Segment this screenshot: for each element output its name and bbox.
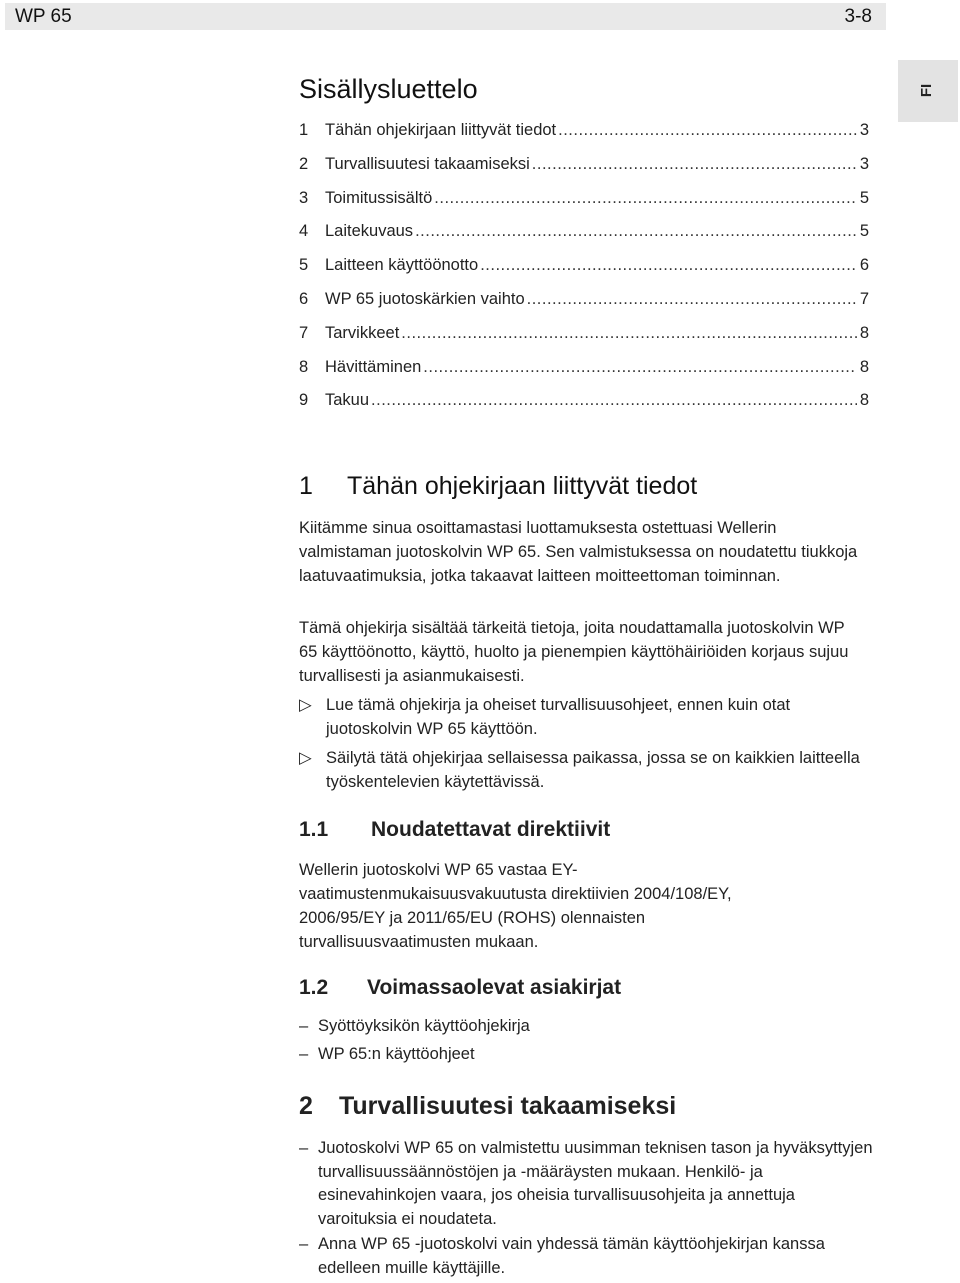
toc-entry[interactable] — [299, 155, 869, 189]
toc-entry-label: Hävittäminen — [325, 357, 422, 376]
instruction-text: Lue tämä ohjekirja ja oheiset turvallisuusohjeet, ennen kuin otat juotoskolvin WP 65 käyttöön. — [326, 696, 791, 738]
safety-list-item — [299, 1137, 874, 1231]
table-of-contents — [299, 121, 869, 425]
header-product-name: WP 65 — [15, 6, 72, 27]
toc-title: Sisällysluettelo — [299, 74, 478, 104]
section-1-paragraph-2: Tämä ohjekirja sisältää tärkeitä tietoja, joita noudattamalla juotoskolvin WP 65 käyttöönotto, käyttö, huolto ja pienempien käyttöhäiriöiden korjaus sujuu turvallisesti ja asianmukaisesti. — [299, 619, 849, 685]
instruction-item — [299, 693, 874, 741]
toc-entry-label: Takuu — [325, 391, 370, 410]
section-1-2-heading — [299, 976, 621, 1000]
section-1-1-heading — [299, 818, 610, 842]
toc-entry-number: 3 — [299, 188, 309, 207]
toc-entry-page: 5 — [859, 222, 869, 241]
section-number: 1 — [299, 472, 313, 500]
toc-entry[interactable] — [299, 121, 869, 155]
section-2-heading — [299, 1092, 676, 1121]
header-page-number: 3-8 — [844, 6, 872, 27]
section-1-1-paragraph: Wellerin juotoskolvi WP 65 vastaa EY-vaatimustenmukaisuusvakuutusta direktiivien 2004/108/EY, 2006/95/EY ja 2011/65/EU (ROHS) olennaisten turvallisuusvaatimusten mukaan. — [299, 861, 732, 951]
section-number: 2 — [299, 1092, 313, 1120]
toc-entry-number: 2 — [299, 154, 309, 173]
toc-entry-page: 8 — [859, 391, 869, 410]
dash-bullet: – — [299, 1045, 309, 1063]
triangle-right-icon: ▷ — [299, 696, 312, 714]
toc-entry-label: WP 65 juotoskärkien vaihto — [325, 289, 525, 308]
toc-entry-page: 7 — [859, 289, 869, 308]
toc-entry-number: 6 — [299, 289, 309, 308]
toc-leader-dots — [371, 391, 857, 410]
language-tab-label: FI — [918, 83, 936, 98]
toc-leader-dots — [527, 290, 857, 309]
toc-entry-number: 5 — [299, 256, 309, 275]
toc-leader-dots — [415, 222, 857, 241]
toc-entry-label: Toimitussisältö — [325, 188, 433, 207]
toc-entry[interactable] — [299, 391, 869, 425]
dash-bullet: – — [299, 1139, 309, 1157]
toc-entry-number: 8 — [299, 357, 309, 376]
page-header — [5, 3, 886, 30]
section-number: 1.2 — [299, 976, 329, 999]
safety-list-item — [299, 1233, 874, 1280]
instruction-item — [299, 746, 874, 794]
toc-entry-label: Laitekuvaus — [325, 222, 414, 241]
list-item-text: WP 65:n käyttöohjeet — [318, 1045, 475, 1063]
toc-leader-dots — [434, 189, 857, 208]
toc-leader-dots — [558, 121, 857, 140]
list-item-text: Syöttöyksikön käyttöohjekirja — [318, 1017, 530, 1035]
toc-entry-page: 3 — [859, 154, 869, 173]
section-title: Turvallisuutesi takaamiseksi — [339, 1092, 677, 1120]
section-title: Tähän ohjekirjaan liittyvät tiedot — [347, 472, 698, 500]
toc-leader-dots — [401, 324, 857, 343]
dash-bullet: – — [299, 1235, 309, 1253]
toc-entry-page: 6 — [859, 256, 869, 275]
instruction-text: Säilytä tätä ohjekirjaa sellaisessa paikassa, jossa se on kaikkien laitteella työskentelevien käytettävissä. — [326, 749, 860, 791]
toc-entry-label: Tarvikkeet — [325, 323, 400, 342]
toc-entry-number: 9 — [299, 391, 309, 410]
section-title: Noudatettavat direktiivit — [371, 818, 611, 841]
toc-entry-page: 8 — [859, 323, 869, 342]
toc-entry[interactable] — [299, 324, 869, 358]
toc-entry-number: 7 — [299, 323, 309, 342]
toc-entry-number: 1 — [299, 121, 309, 139]
toc-entry-page: 8 — [859, 357, 869, 376]
section-title: Voimassaolevat asiakirjat — [367, 976, 622, 999]
toc-entry-label: Tähän ohjekirjaan liittyvät tiedot — [325, 121, 557, 139]
toc-entry-page: 3 — [859, 121, 869, 139]
document-list-item — [299, 1015, 874, 1039]
dash-bullet: – — [299, 1017, 309, 1035]
toc-entry[interactable] — [299, 358, 869, 392]
language-tab — [898, 60, 958, 122]
toc-leader-dots — [423, 358, 857, 377]
toc-entry-label: Turvallisuutesi takaamiseksi — [325, 154, 530, 173]
toc-entry-number: 4 — [299, 222, 309, 241]
toc-entry[interactable] — [299, 290, 869, 324]
toc-entry-label: Laitteen käyttöönotto — [325, 256, 479, 275]
toc-leader-dots — [480, 256, 857, 275]
toc-entry[interactable] — [299, 256, 869, 290]
toc-entry[interactable] — [299, 222, 869, 256]
toc-entry-page: 5 — [859, 188, 869, 207]
section-number: 1.1 — [299, 818, 329, 841]
list-item-text: Anna WP 65 -juotoskolvi vain yhdessä tämän käyttöohjekirjan kanssa edelleen muille käyttäjille. — [318, 1235, 825, 1277]
triangle-right-icon: ▷ — [299, 749, 312, 767]
toc-entry[interactable] — [299, 189, 869, 223]
section-1-paragraph-1: Kiitämme sinua osoittamastasi luottamuksesta ostettuasi Wellerin valmistaman juotoskolvin WP 65. Sen valmistuksessa on noudatettu tiukkoja laatuvaatimuksia, jotka takaavat laitteen moitteettoman toiminnan. — [299, 519, 858, 585]
document-list-item — [299, 1043, 874, 1067]
section-1-heading — [299, 472, 697, 501]
list-item-text: Juotoskolvi WP 65 on valmistettu uusimman teknisen tason ja hyväksyttyjen turvallisuussäännöstöjen ja -määräysten mukaan. Henkilö- ja esinevahinkojen vaara, jos oheisia turvallisuusohjeita ja annettuja varoituksia ei noudateta. — [318, 1139, 873, 1228]
toc-leader-dots — [532, 155, 857, 174]
